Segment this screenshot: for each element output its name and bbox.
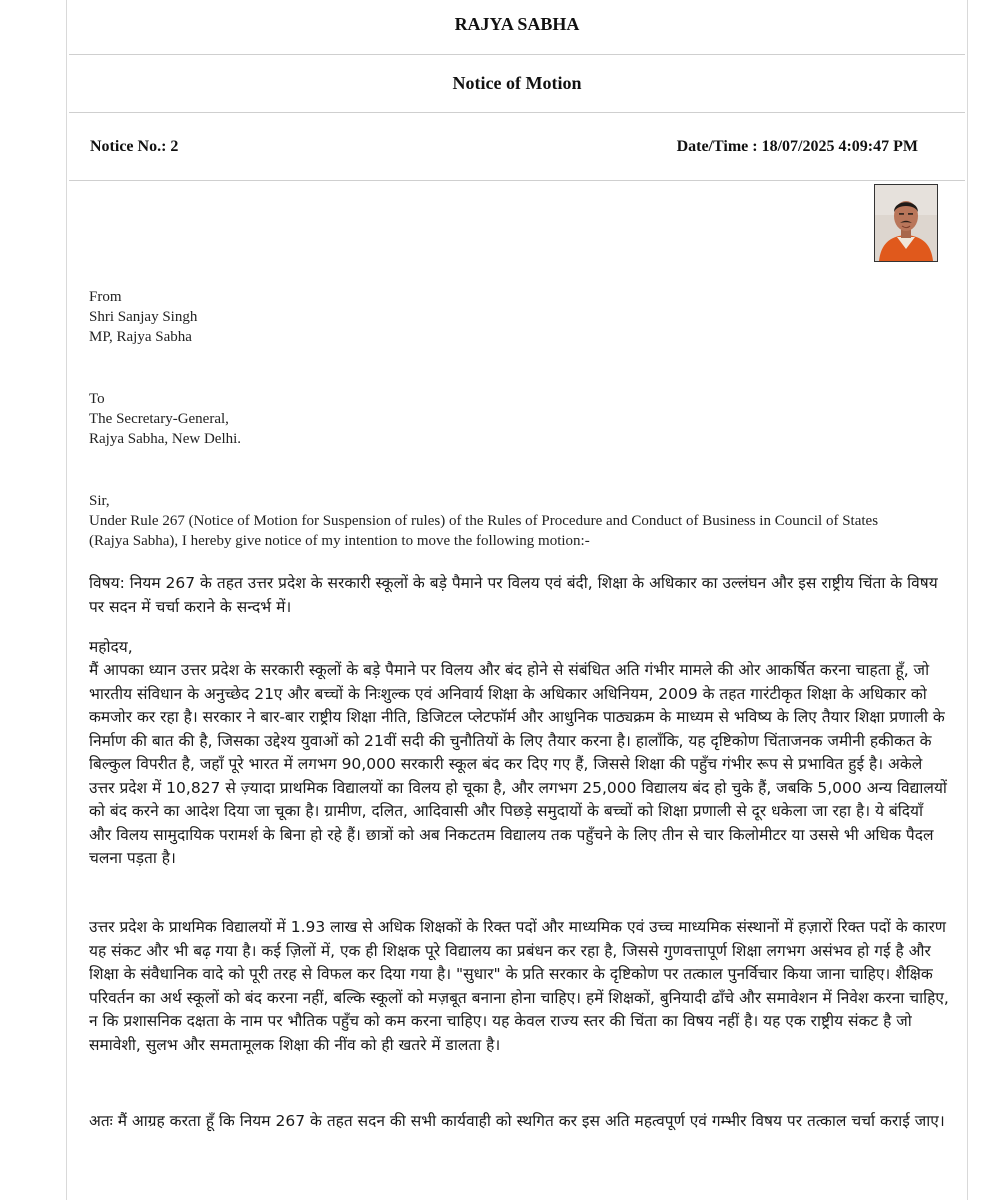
to-label: To — [89, 391, 105, 407]
subject-paragraph: विषय: नियम 267 के तहत उत्तर प्रदेश के सरकारी स्कूलों के बड़े पैमाने पर विलय एवं बंदी, शिक्षा के अधिकार का उल्लंघन और इस राष्ट्रीय चिंता के विषय पर सदन में चर्चा कराने के सन्दर्भ में। — [89, 574, 938, 616]
title-divider — [69, 112, 965, 113]
to-line-1: The Secretary-General, — [89, 411, 229, 427]
notice-datetime-label: Date/Time : — [676, 138, 758, 155]
to-block — [89, 389, 241, 449]
document-title: Notice of Motion — [452, 73, 582, 93]
header-divider — [69, 54, 965, 55]
from-label: From — [89, 289, 122, 305]
salutation: Sir, — [89, 493, 110, 509]
from-name: Shri Sanjay Singh — [89, 309, 198, 325]
notice-number — [90, 138, 178, 156]
from-block — [89, 287, 197, 347]
notice-datetime — [677, 138, 918, 156]
member-portrait-icon — [875, 185, 937, 261]
hindi-salutation: महोदय, — [89, 638, 133, 656]
notice-number-label: Notice No.: — [90, 138, 167, 155]
intro-paragraph: Under Rule 267 (Notice of Motion for Suspension of rules) of the Rules of Procedure and Conduct of Business in Council of States (Rajya Sabha), I hereby give notice of my intention to move the following motion:- — [89, 513, 879, 549]
body-paragraph-2: उत्तर प्रदेश के प्राथमिक विद्यालयों में 1.93 लाख से अधिक शिक्षकों के रिक्त पदों और माध्यमिक एवं उच्च माध्यमिक संस्थानों में हज़ारों रिक्त पदों के कारण यह संकट और भी बढ़ गया है। कई ज़िलों में, एक ही शिक्षक पूरे विद्यालय का प्रबंधन कर रहा है, जिससे गुणवत्तापूर्ण शिक्षा लगभग असंभव हो गई है और शिक्षा के संवैधानिक वादे को पूरी तरह से विफल कर दिया गया है। "सुधार" के प्रति सरकार के दृष्टिकोण पर तत्काल पुनर्विचार किया जाना चाहिए। शैक्षिक परिवर्तन का अर्थ स्कूलों को बंद करना नहीं, बल्कि स्कूलों को मज़बूत बनाना होना चाहिए। हमें शिक्षकों, बुनियादी ढाँचे और समावेशन में निवेश करना चाहिए, न कि प्रशासनिक दक्षता के नाम पर भौतिक पहुँच को कम करना चाहिए। यह केवल राज्य स्तर की चिंता का विषय नहीं है। यह एक राष्ट्रीय संकट है जो समावेशी, सुलभ और समतामूलक शिक्षा की नींव को ही खतरे में डालता है। — [89, 918, 949, 1054]
notice-datetime-value: 18/07/2025 4:09:47 PM — [761, 138, 918, 155]
member-photo — [874, 184, 938, 262]
from-designation: MP, Rajya Sabha — [89, 329, 192, 345]
body-paragraph-3: अतः मैं आग्रह करता हूँ कि नियम 267 के तहत सदन की सभी कार्यवाही को स्थगित कर इस अति महत्वपूर्ण एवं गम्भीर विषय पर तत्काल चर्चा कराई जाए। — [89, 1112, 945, 1130]
to-line-2: Rajya Sabha, New Delhi. — [89, 431, 242, 447]
notice-page — [66, 0, 968, 1200]
notice-number-value: 2 — [170, 138, 179, 155]
body-paragraph-1: मैं आपका ध्यान उत्तर प्रदेश के सरकारी स्कूलों के बड़े पैमाने पर विलय और बंद होने से संबंधित अति गंभीर मामले की ओर आकर्षित करना चाहता हूँ, जो भारतीय संविधान के अनुच्छेद 21ए और बच्चों के निःशुल्क एवं अनिवार्य शिक्षा के अधिकार अधिनियम, 2009 के तहत गारंटीकृत शिक्षा के अधिकार को कमजोर कर रहा है। सरकार ने बार-बार राष्ट्रीय शिक्षा नीति, डिजिटल प्लेटफॉर्म और आधुनिक पाठ्यक्रम के माध्यम से भविष्य के लिए तैयार शिक्षा प्रणाली के निर्माण की बात की है, जिसका उद्देश्य युवाओं को 21वीं सदी की चुनौतियों के लिए तैयार करना है। हालाँकि, यह दृष्टिकोण चिंताजनक जमीनी हकीकत के बिल्कुल विपरीत है, जहाँ पूरे भारत में लगभग 90,000 सरकारी स्कूल बंद कर दिए गए हैं, जिससे शिक्षा की पहुँच गंभीर रूप से प्रभावित हुई है। अकेले उत्तर प्रदेश में 10,827 से ज़्यादा प्राथमिक विद्यालयों का विलय हो चूका है, और लगभग 25,000 विद्यालय बंद हो चुके हैं, जबकि 5,000 अन्य विद्यालयों को बंद करने का आदेश दिया जा चूका है। ग्रामीण, दलित, आदिवासी और पिछड़े समुदायों के बच्चों को शिक्षा प्रणाली से दूर धकेला जा रहा है। ये बंदियाँ और विलय सामुदायिक परामर्श के बिना हो रहे हैं। छात्रों को अब निकटतम विद्यालय तक पहुँचने के लिए तीन से चार किलोमीटर या उससे भी अधिक पैदल चलना पड़ता है। — [89, 661, 947, 867]
meta-divider — [69, 180, 965, 181]
house-title: RAJYA SABHA — [454, 14, 580, 34]
